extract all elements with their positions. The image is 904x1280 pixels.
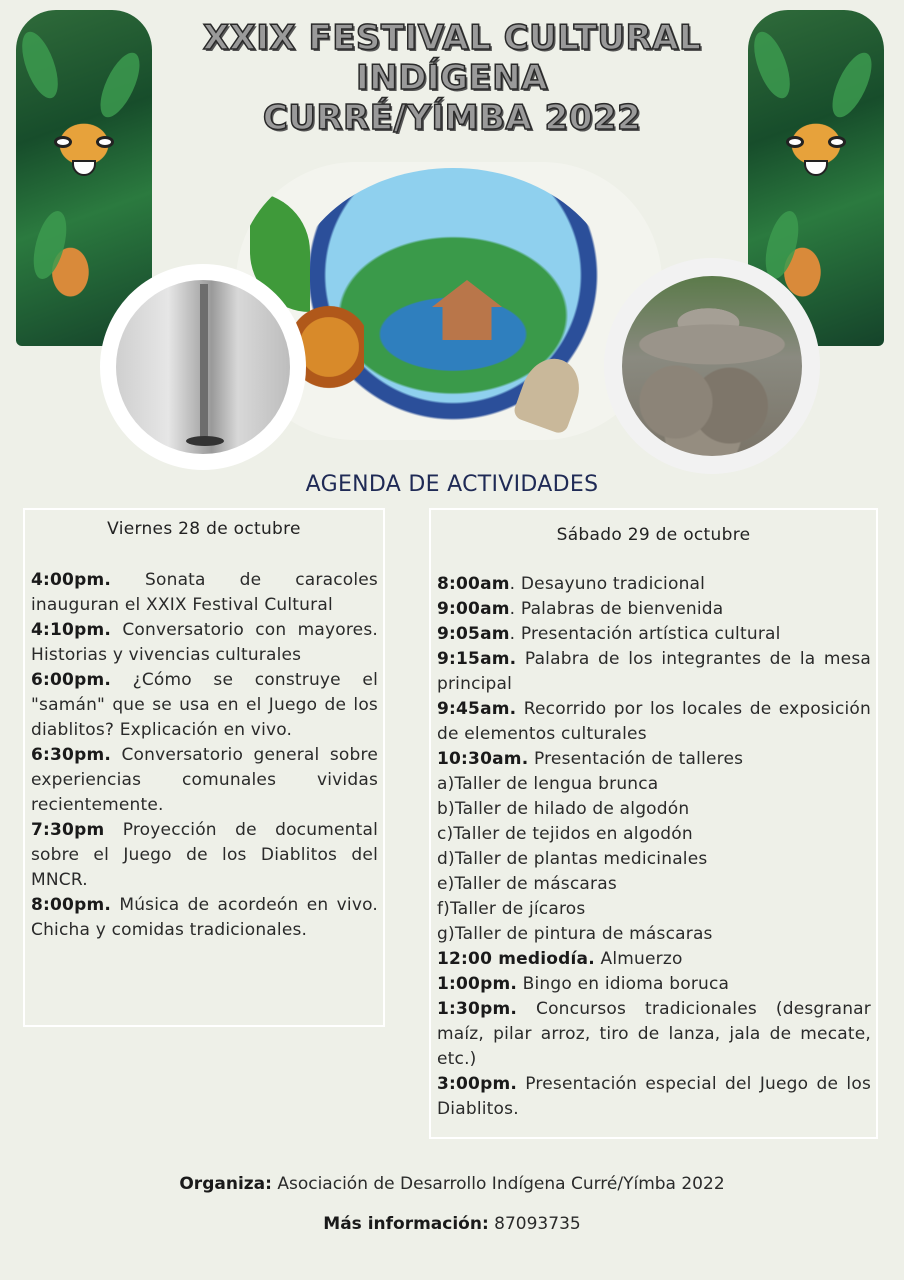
activity-description: Sonata de caracoles inauguran el XXIX Festival Cultural bbox=[31, 570, 378, 615]
activity-time: 9:45am. bbox=[437, 699, 517, 719]
organizer-line bbox=[0, 1174, 904, 1194]
activity-description: c)Taller de tejidos en algodón bbox=[437, 824, 693, 844]
activity-time: 9:05am bbox=[437, 624, 510, 644]
activity-item bbox=[437, 772, 871, 797]
spindle-cotton-photo bbox=[100, 264, 306, 470]
activity-time: 4:10pm. bbox=[31, 620, 112, 640]
activity-item bbox=[437, 697, 871, 747]
saturday-schedule bbox=[429, 508, 878, 1139]
activity-description: b)Taller de hilado de algodón bbox=[437, 799, 690, 819]
activity-item bbox=[31, 618, 378, 668]
activity-item bbox=[437, 572, 871, 597]
friday-schedule bbox=[23, 508, 385, 1027]
activity-description: . Desayuno tradicional bbox=[509, 574, 706, 594]
activity-description: Concursos tradicionales (desgranar maíz, pilar arroz, tiro de lanza, jala de mecate, etc.) bbox=[437, 999, 871, 1069]
activity-item bbox=[437, 647, 871, 697]
activity-item bbox=[437, 897, 871, 922]
activity-description: Conversatorio con mayores. Historias y vivencias culturales bbox=[31, 620, 379, 665]
friday-activity-list bbox=[31, 568, 378, 943]
title-line-2: INDÍGENA bbox=[356, 58, 548, 98]
activity-time: 8:00pm. bbox=[31, 895, 112, 915]
activity-description: Bingo en idioma boruca bbox=[522, 974, 730, 994]
activity-time: 8:00am bbox=[437, 574, 510, 594]
activity-description: Música de acordeón en vivo. Chicha y comidas tradicionales. bbox=[31, 895, 378, 940]
activity-description: g)Taller de pintura de máscaras bbox=[437, 924, 713, 944]
activity-time: 7:30pm bbox=[31, 820, 105, 840]
activity-description: a)Taller de lengua brunca bbox=[437, 774, 659, 794]
title-line-3: CURRÉ/YÍMBA 2022 bbox=[262, 98, 642, 138]
activity-description: Proyección de documental sobre el Juego de los Diablitos del MNCR. bbox=[31, 820, 378, 890]
activity-time: 10:30am. bbox=[437, 749, 529, 769]
activity-item bbox=[437, 997, 871, 1072]
organizer-name: Asociación de Desarrollo Indígena Curré/Yímba 2022 bbox=[277, 1174, 725, 1194]
activity-item bbox=[437, 597, 871, 622]
activity-description: Palabra de los integrantes de la mesa principal bbox=[437, 649, 872, 694]
activity-description: d)Taller de plantas medicinales bbox=[437, 849, 708, 869]
activity-item bbox=[437, 922, 871, 947]
activity-item bbox=[31, 568, 378, 618]
agenda-heading: AGENDA DE ACTIVIDADES bbox=[305, 472, 599, 497]
activity-time: 6:30pm. bbox=[31, 745, 112, 765]
activity-time: 3:00pm. bbox=[437, 1074, 518, 1094]
activity-description: Recorrido por los locales de exposición de elementos culturales bbox=[437, 699, 871, 744]
festival-title bbox=[160, 18, 744, 138]
activity-time: 4:00pm. bbox=[31, 570, 112, 590]
activity-time: 1:30pm. bbox=[437, 999, 518, 1019]
activity-item bbox=[437, 847, 871, 872]
activity-time: 9:00am bbox=[437, 599, 510, 619]
activity-item bbox=[31, 818, 378, 893]
stone-table-photo bbox=[604, 258, 820, 474]
activity-description: . Presentación artística cultural bbox=[509, 624, 781, 644]
activity-item bbox=[31, 893, 378, 943]
activity-time: 1:00pm. bbox=[437, 974, 518, 994]
contact-label: Más información: bbox=[323, 1214, 489, 1234]
activity-item bbox=[437, 797, 871, 822]
activity-description: Conversatorio general sobre experiencias comunales vividas recientemente. bbox=[31, 745, 378, 815]
activity-item bbox=[437, 622, 871, 647]
activity-description: Presentación de talleres bbox=[533, 749, 744, 769]
activity-time: 9:15am. bbox=[437, 649, 517, 669]
activity-item bbox=[437, 1072, 871, 1122]
activity-description: Presentación especial del Juego de los Diablitos. bbox=[437, 1074, 871, 1119]
saturday-heading: Sábado 29 de octubre bbox=[556, 525, 751, 545]
friday-heading: Viernes 28 de octubre bbox=[107, 519, 301, 539]
activity-time: 12:00 mediodía. bbox=[437, 949, 595, 969]
organizer-label: Organiza: bbox=[179, 1174, 272, 1194]
activity-description: ¿Cómo se construye el "samán" que se usa en el Juego de los diablitos? Explicación en vivo. bbox=[31, 670, 378, 740]
activity-item bbox=[437, 822, 871, 847]
title-line-1: XXIX FESTIVAL CULTURAL bbox=[202, 18, 702, 58]
contact-line bbox=[0, 1214, 904, 1234]
activity-item bbox=[437, 947, 871, 972]
activity-description: e)Taller de máscaras bbox=[437, 874, 617, 894]
activity-description: . Palabras de bienvenida bbox=[509, 599, 724, 619]
activity-description: f)Taller de jícaros bbox=[437, 899, 586, 919]
saturday-activity-list bbox=[437, 572, 871, 1122]
contact-phone: 87093735 bbox=[494, 1214, 581, 1234]
activity-item bbox=[31, 743, 378, 818]
activity-item bbox=[31, 668, 378, 743]
activity-time: 6:00pm. bbox=[31, 670, 112, 690]
activity-item bbox=[437, 872, 871, 897]
activity-item bbox=[437, 747, 871, 772]
activity-description: Almuerzo bbox=[600, 949, 683, 969]
activity-item bbox=[437, 972, 871, 997]
